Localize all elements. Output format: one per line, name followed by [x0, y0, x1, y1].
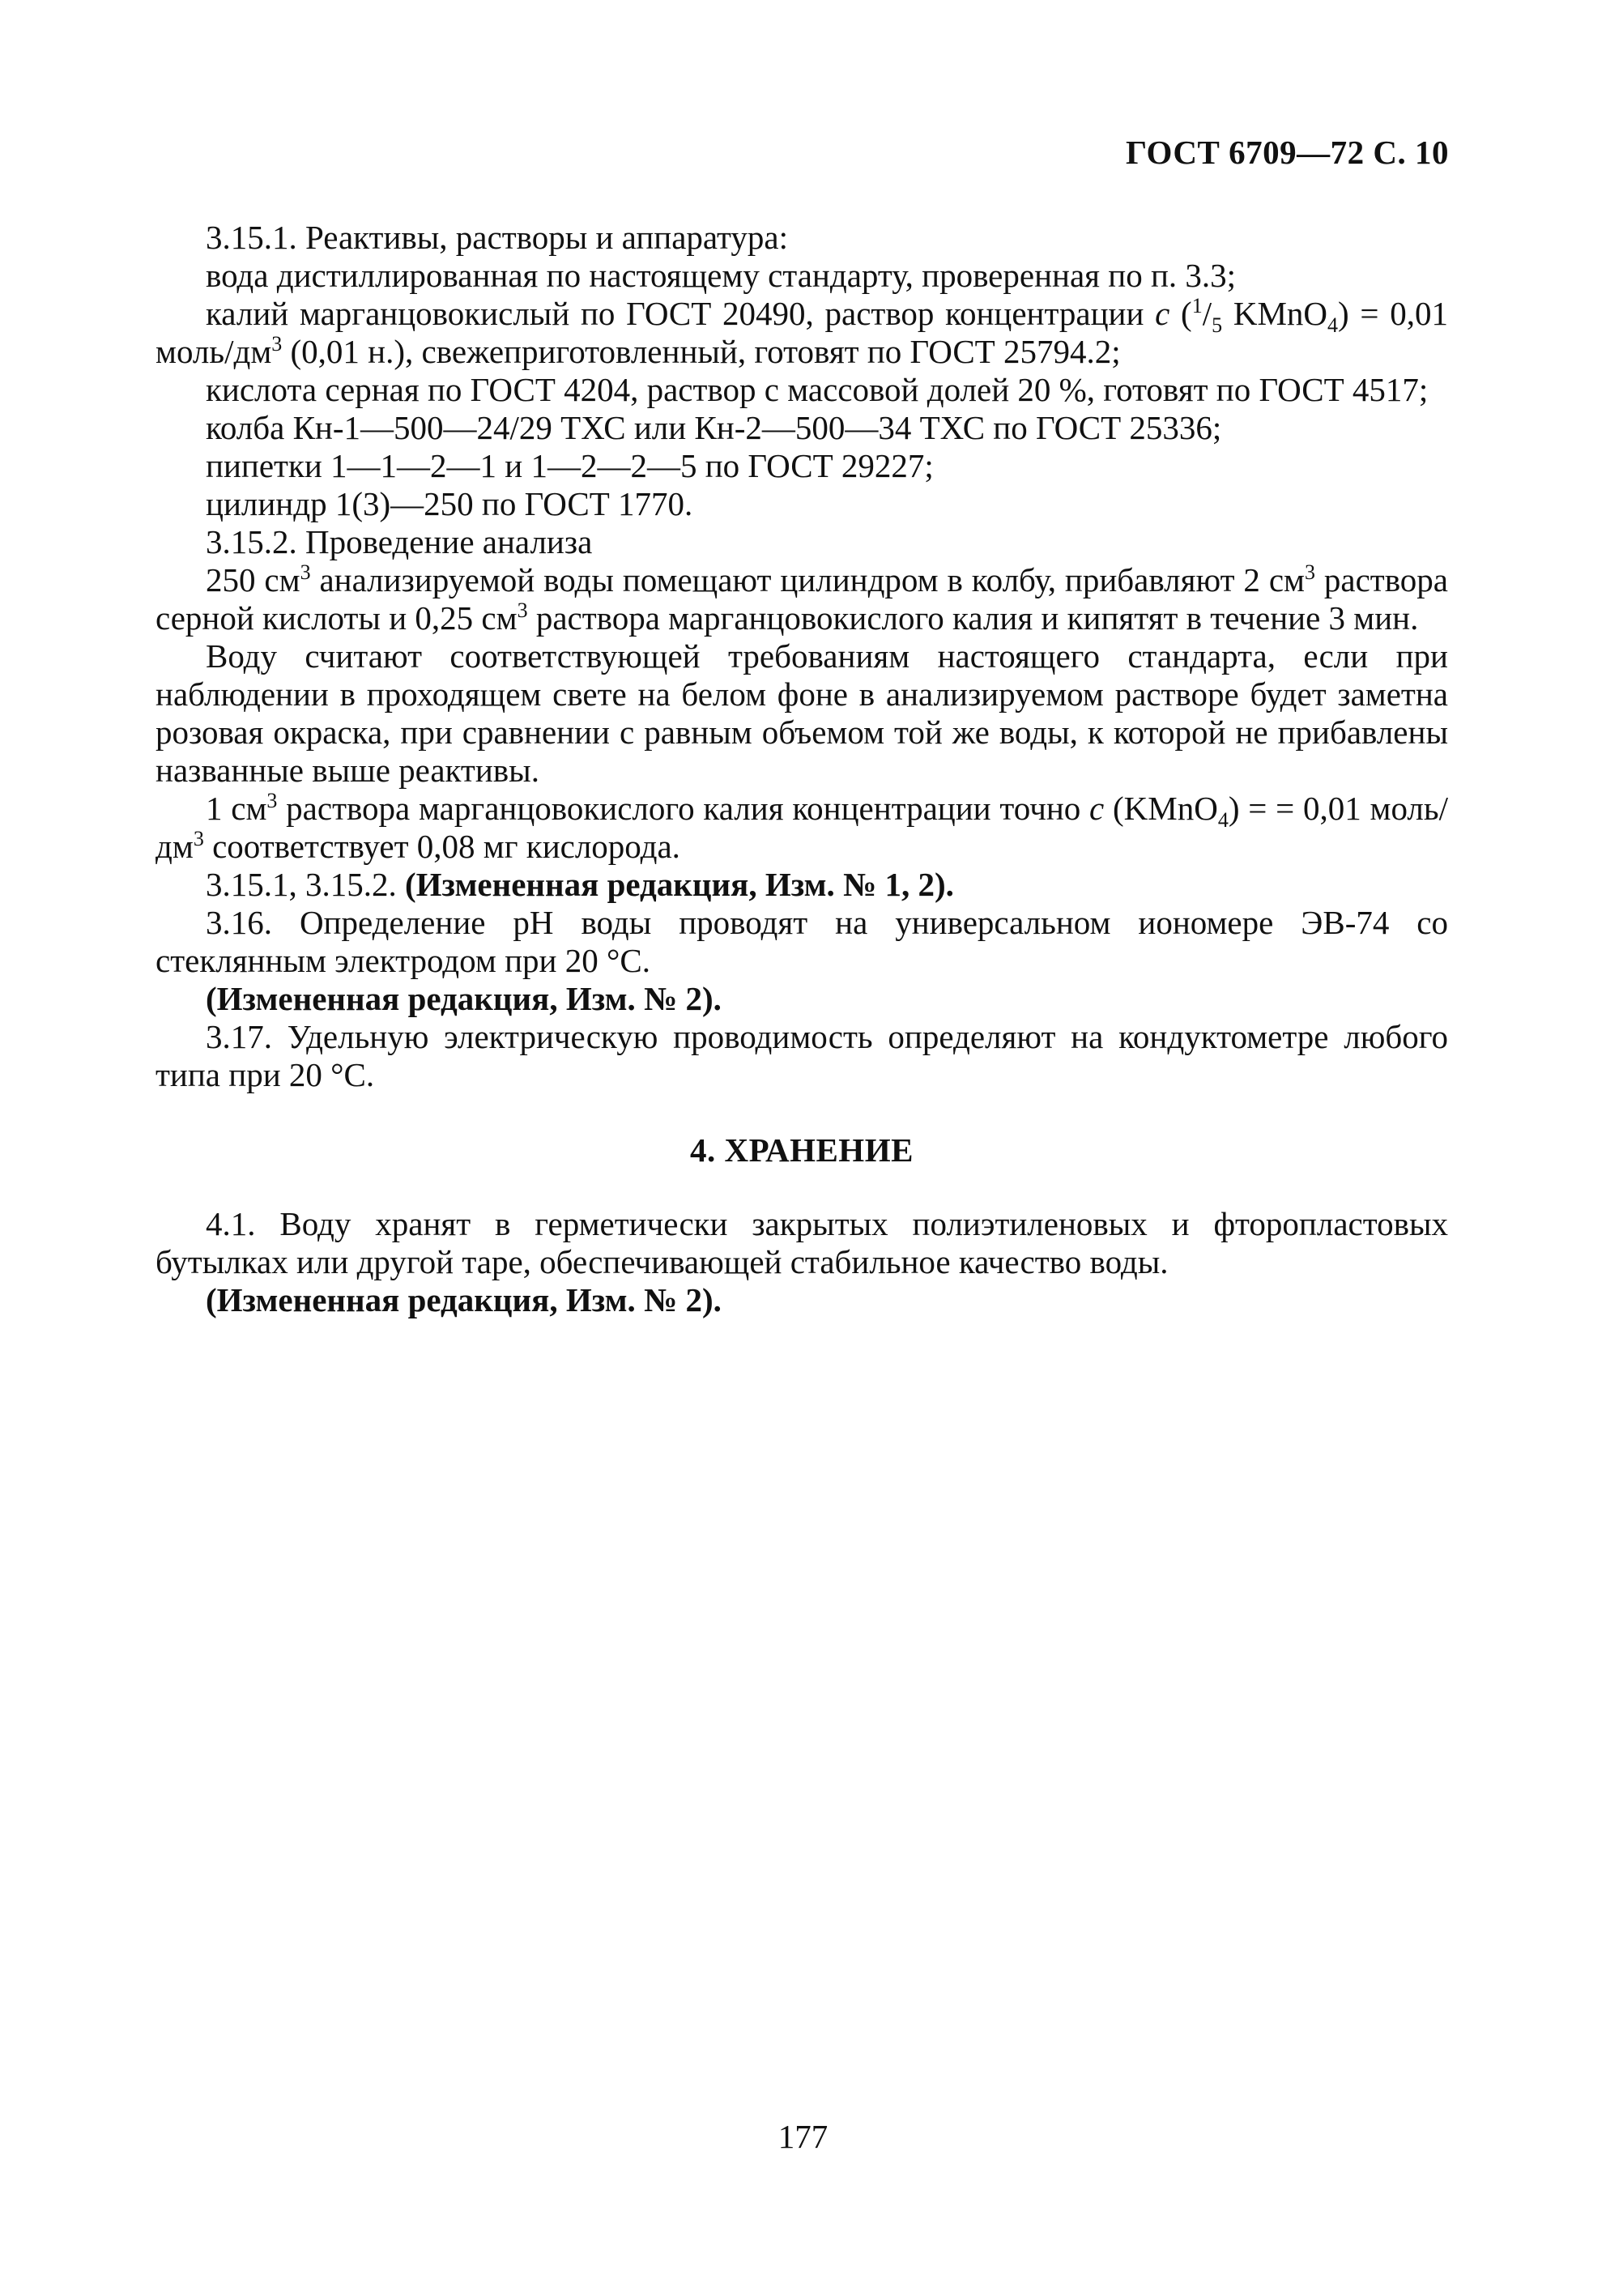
text-run: соответствует 0,08 мг кислорода. — [203, 828, 680, 865]
paragraph-potassium-permanganate — [155, 295, 1448, 371]
paragraph-4-1: 4.1. Воду хранят в герметически закрытых полиэтиленовых и фторопластовых бутылках или другой таре, обеспечивающей стабильное качество воды. — [155, 1205, 1448, 1280]
paragraph-amendment-note-2 — [155, 980, 1448, 1018]
text-run: анализируемой воды помещают цилиндром в колбу, прибавляют 2 см — [310, 561, 1305, 598]
text-run: калий марганцовокислый по ГОСТ 20490, раствор концентрации — [206, 295, 1156, 332]
amendment-note: (Измененная редакция, Изм. № 1, 2). — [405, 866, 954, 903]
paragraph-flask: колба Кн-1—500—24/29 ТХС или Кн-2—500—34 ТХС по ГОСТ 25336; — [206, 409, 1222, 446]
text-run: раствора марганцовокислого калия и кипятят в течение 3 мин. — [527, 599, 1419, 637]
paragraph-compliance-criteria: Воду считают соответствующей требованиям настоящего стандарта, если при наблюдении в проходящем свете на белом фоне в анализируемом растворе будет заметна розовая окраска, при сравнении с равным объемом той же воды, к которой не прибавлены названные выше реактивы. — [155, 637, 1448, 789]
paragraph-cylinder: цилиндр 1(3)—250 по ГОСТ 1770. — [206, 485, 693, 522]
subscript: 4 — [1217, 808, 1229, 832]
paragraph-3-16: 3.16. Определение pH воды проводят на универсальном иономере ЭВ-74 со стеклянным электродом при 20 °С. — [155, 904, 1448, 979]
subscript: 5 — [1212, 313, 1223, 337]
text-run: / — [1202, 295, 1212, 332]
superscript: 1 — [1191, 294, 1203, 317]
subscript: 4 — [1327, 313, 1339, 337]
superscript: 3 — [1304, 560, 1315, 584]
text-run: ) = 0,01 моль/дм — [155, 295, 1448, 370]
superscript: 3 — [266, 789, 278, 812]
text-run: 250 см — [206, 561, 300, 598]
text-run: (KMnO — [1104, 790, 1218, 827]
page-number: 177 — [777, 2118, 829, 2155]
paragraph-sulfuric-acid: кислота серная по ГОСТ 4204, раствор с массовой долей 20 %, готовят по ГОСТ 4517; — [206, 371, 1429, 408]
superscript: 3 — [300, 560, 311, 584]
document-body — [155, 219, 1448, 1319]
text-run: раствора серной кислоты и 0,25 см — [155, 561, 1448, 637]
text-run: ) = = 0,01 моль/дм — [155, 790, 1448, 865]
amendment-note: (Измененная редакция, Изм. № 2). — [206, 1281, 722, 1318]
amendment-note: (Измененная редакция, Изм. № 2). — [206, 980, 722, 1017]
superscript: 3 — [193, 827, 204, 850]
paragraph-3-15-1: 3.15.1. Реактивы, растворы и аппаратура: — [206, 219, 789, 256]
paragraph-distilled-water: вода дистиллированная по настоящему стандарту, проверенная по п. 3.3; — [206, 257, 1237, 294]
text-run: 3.15.1, 3.15.2. — [206, 866, 405, 903]
text-run: KMnO — [1222, 295, 1328, 332]
concentration-symbol: с — [1089, 790, 1105, 827]
paragraph-analysis-procedure — [155, 561, 1448, 637]
section-title-storage: 4. ХРАНЕНИЕ — [690, 1131, 914, 1169]
superscript: 3 — [517, 598, 528, 622]
text-run: раствора марганцовокислого калия концентрации точно — [277, 790, 1090, 827]
paragraph-equivalence — [155, 790, 1448, 866]
concentration-symbol: с — [1155, 295, 1170, 332]
paragraph-amendment-note-3 — [155, 1281, 1448, 1319]
text-run: 1 см — [206, 790, 267, 827]
paragraph-3-17: 3.17. Удельную электрическую проводимость определяют на кондуктометре любого типа при 20 °С. — [155, 1018, 1448, 1093]
paragraph-pipettes: пипетки 1—1—2—1 и 1—2—2—5 по ГОСТ 29227; — [206, 447, 934, 484]
paragraph-3-15-2: 3.15.2. Проведение анализа — [206, 523, 593, 560]
text-run: ( — [1169, 295, 1192, 332]
superscript: 3 — [271, 332, 283, 356]
text-run: (0,01 н.), свежеприготовленный, готовят по ГОСТ 25794.2; — [282, 333, 1121, 370]
page-header: ГОСТ 6709—72 С. 10 — [1125, 134, 1449, 171]
paragraph-amendment-note-1 — [155, 866, 1448, 904]
